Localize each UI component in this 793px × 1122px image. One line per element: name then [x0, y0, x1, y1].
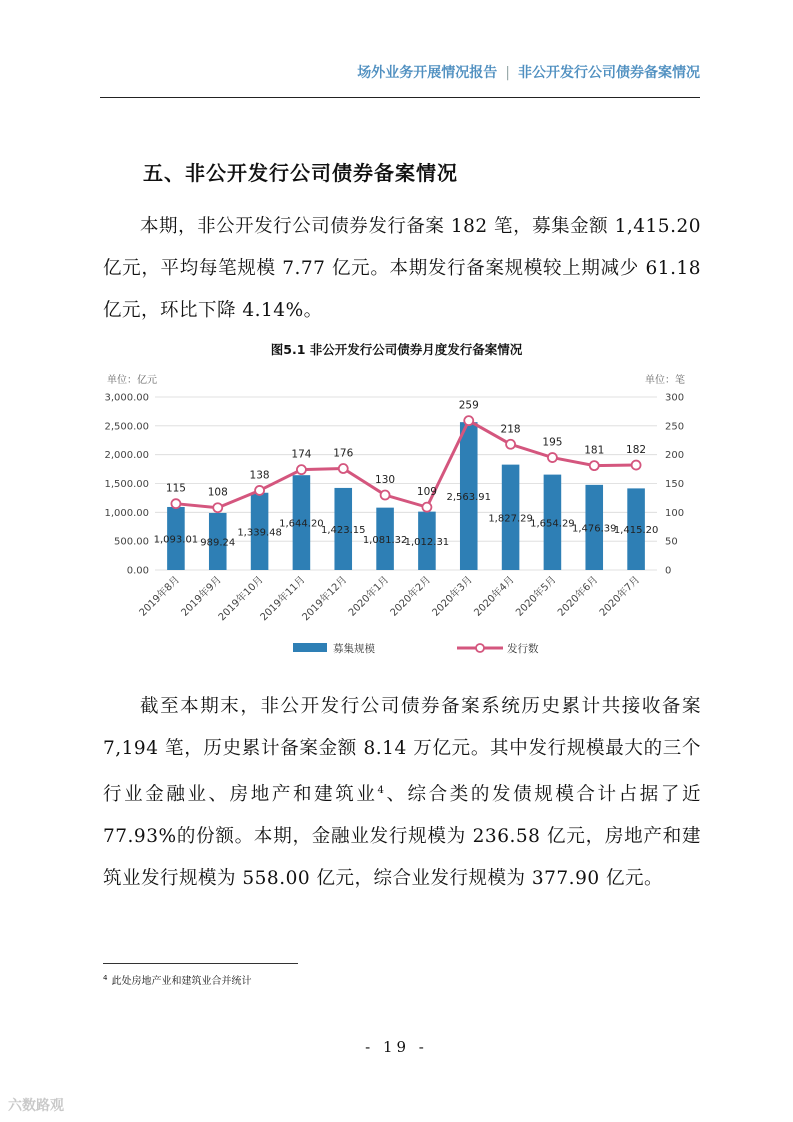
- footnote-reference: 4: [377, 785, 385, 796]
- bar-value-label: 1,012.31: [404, 536, 450, 548]
- left-axis-tick: 1,500.00: [104, 479, 149, 490]
- right-axis-tick: 300: [665, 392, 685, 404]
- line-value-label: 138: [249, 469, 270, 482]
- bar-value-label: 1,415.20: [613, 525, 659, 537]
- right-axis-tick: 200: [665, 450, 685, 462]
- page-number: - 19 -: [365, 1038, 428, 1056]
- paragraph-2: [103, 686, 701, 900]
- line-point: [213, 503, 222, 512]
- header-right: 非公开发行公司债券备案情况: [518, 65, 700, 81]
- bar-value-label: 1,081.32: [362, 534, 408, 546]
- header-separator: |: [505, 65, 510, 81]
- line-value-label: 174: [291, 448, 312, 461]
- line-point: [506, 440, 515, 449]
- x-axis-category-label: 2020年5月: [514, 574, 559, 619]
- line-point: [339, 464, 348, 473]
- bar-value-label: 1,827.29: [488, 513, 533, 525]
- running-header: [357, 62, 700, 82]
- x-axis-category-label: 2019年12月: [300, 574, 350, 624]
- paragraph-2-part-b: 、综合类的发债规模合计占据了近 77.93%的份额。本期，金融业发行规模为 236.58 亿元，房地产和建筑业发行规模为 558.00 亿元，综合业发行规模为 377.90 亿元。: [103, 784, 701, 890]
- left-axis-tick: 0.00: [126, 565, 149, 577]
- bar-value-label: 1,339.48: [237, 527, 282, 539]
- line-point: [464, 416, 473, 425]
- line-point: [255, 486, 264, 495]
- right-axis-tick: 250: [665, 421, 685, 433]
- right-axis-unit: 单位：笔: [645, 375, 685, 386]
- legend-line-marker: [476, 644, 484, 652]
- bar-line-chart: [95, 365, 695, 665]
- x-axis-category-label: 2020年6月: [555, 574, 601, 619]
- right-axis-tick: 0: [665, 565, 672, 577]
- legend-line-label: 发行数: [507, 643, 539, 655]
- line-value-label: 182: [626, 444, 647, 457]
- x-axis-category-label: 2020年1月: [346, 574, 392, 619]
- header-rule: [100, 97, 700, 98]
- x-axis-category-label: 2019年9月: [179, 574, 224, 619]
- left-axis-tick: 500.00: [114, 536, 149, 548]
- x-axis-category-label: 2020年2月: [388, 574, 434, 619]
- legend-bar-label: 募集规模: [333, 643, 375, 655]
- paragraph-2-text: [103, 686, 701, 900]
- watermark: 六数路观: [8, 1098, 64, 1114]
- left-axis-tick: 1,000.00: [104, 507, 149, 519]
- bar-value-label: 1,654.29: [530, 518, 575, 530]
- line-value-label: 115: [165, 482, 186, 495]
- line-point: [381, 491, 390, 500]
- bar-value-label: 1,423.15: [320, 524, 366, 536]
- line-point: [422, 503, 431, 512]
- line-point: [171, 499, 180, 508]
- paragraph-2-part-a: 截至本期末，非公开发行公司债券备案系统历史累计共接收备案 7,194 笔，历史累计备案金额 8.14 万亿元。其中发行规模最大的三个行业金融业、房地产和建筑业: [103, 696, 701, 806]
- line-value-label: 109: [416, 486, 437, 499]
- bar-value-label: 2,563.91: [446, 492, 492, 504]
- bar-value-label: 1,476.39: [571, 523, 617, 535]
- line-value-label: 176: [333, 447, 354, 460]
- line-point: [297, 465, 306, 474]
- footnote: [103, 972, 251, 987]
- bar-value-label: 1,644.20: [279, 518, 324, 530]
- x-axis-category-label: 2019年8月: [137, 574, 183, 619]
- header-left: 场外业务开展情况报告: [357, 65, 498, 81]
- line-value-label: 181: [584, 444, 605, 457]
- right-axis-tick: 150: [665, 479, 685, 490]
- footnote-text: 此处房地产业和建筑业合并统计: [111, 976, 252, 987]
- bar-value-label: 989.24: [200, 537, 236, 549]
- section-title: 五、非公开发行公司债券备案情况: [143, 161, 458, 185]
- line-point: [632, 461, 641, 470]
- left-axis-unit: 单位：亿元: [107, 375, 157, 386]
- line-value-label: 130: [375, 474, 396, 487]
- right-axis-tick: 50: [665, 536, 678, 548]
- line-value-label: 218: [500, 423, 521, 436]
- x-axis-category-label: 2020年4月: [472, 574, 517, 619]
- paragraph-1: [103, 206, 701, 332]
- left-axis-tick: 2,500.00: [104, 421, 149, 433]
- bar-value-label: 1,093.01: [153, 534, 199, 546]
- x-axis-category-label: 2019年11月: [258, 574, 308, 624]
- legend-bar-swatch: [293, 643, 327, 652]
- line-value-label: 108: [207, 486, 228, 499]
- x-axis-category-label: 2020年3月: [430, 574, 475, 619]
- figure-title: 图5.1 非公开发行公司债券月度发行备案情况: [270, 342, 523, 357]
- left-axis-tick: 2,000.00: [104, 450, 149, 462]
- footnote-number: 4: [103, 973, 108, 982]
- x-axis-category-label: 2020年7月: [597, 574, 643, 619]
- left-axis-tick: 3,000.00: [104, 392, 149, 404]
- x-axis-category-label: 2019年10月: [216, 574, 266, 624]
- line-point: [548, 453, 557, 462]
- line-series-path: [176, 421, 636, 508]
- line-point: [590, 461, 599, 470]
- right-axis-tick: 100: [665, 507, 685, 519]
- line-value-label: 195: [542, 436, 563, 449]
- line-value-label: 259: [458, 399, 479, 412]
- paragraph-1-text: 本期，非公开发行公司债券发行备案 182 笔，募集金额 1,415.20 亿元，平均每笔规模 7.77 亿元。本期发行备案规模较上期减少 61.18 亿元，环比下降 4.14%。: [103, 216, 701, 321]
- footnote-rule: [103, 963, 298, 964]
